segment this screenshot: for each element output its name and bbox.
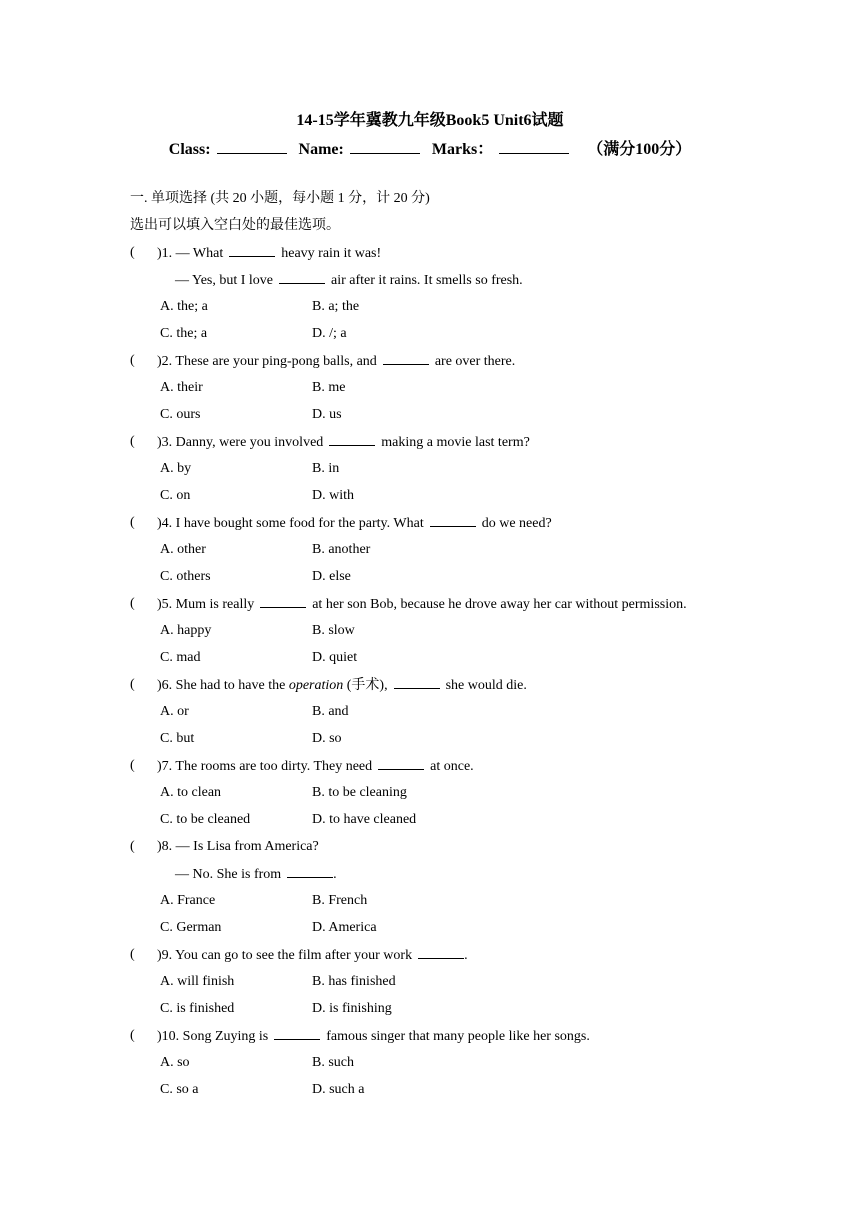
continuation-start: — No. She is from [175, 867, 282, 882]
blank-line [229, 244, 275, 257]
option-a: A. will finish [160, 974, 235, 989]
continuation-end: . [333, 867, 337, 882]
option-b: B. such [312, 1055, 354, 1070]
option-b: B. me [312, 380, 346, 395]
question-stem: You can go to see the film after your work [175, 948, 413, 963]
continuation-end: air after it rains. It smells so fresh. [331, 273, 523, 288]
option-c: C. mad [160, 650, 201, 665]
question-text [157, 514, 552, 533]
blank-line [279, 271, 325, 284]
question-stem-end: at once. [430, 759, 474, 774]
question-stem-end: . [464, 948, 468, 963]
question-stem-end: are over there. [434, 354, 516, 369]
question-stem-end: do we need? [481, 516, 552, 531]
question-number: )8. [157, 839, 173, 854]
question-stem: Danny, were you involved [175, 435, 324, 450]
student-info-line [0, 136, 860, 159]
blank-line [378, 757, 424, 770]
question-stem: Mum is really [175, 597, 255, 612]
question-stem-end: making a movie last term? [381, 435, 530, 450]
question-text [157, 676, 527, 695]
score-note: （满分100分） [587, 141, 692, 158]
blank-line [274, 1027, 320, 1040]
option-a: A. the; a [160, 299, 208, 314]
italic-term: operation [288, 678, 344, 693]
question-stem-end: famous singer that many people like her songs. [326, 1029, 590, 1044]
option-a: A. to clean [160, 785, 222, 800]
option-a: A. so [160, 1055, 190, 1070]
option-a: A. happy [160, 623, 212, 638]
section-heading: 一. 单项选择 (共 20 小题，每小题 1 分，计 20 分) [130, 191, 430, 206]
answer-paren: ( [130, 1028, 135, 1043]
question-stem: — Is Lisa from America? [175, 839, 319, 854]
name-label: Name: [298, 141, 344, 158]
option-c: C. on [160, 488, 191, 503]
answer-paren: ( [130, 839, 135, 854]
option-d: D. such a [312, 1082, 365, 1097]
option-b: B. slow [312, 623, 355, 638]
continuation-start: — Yes, but I love [175, 273, 274, 288]
option-a: A. France [160, 893, 216, 908]
option-d: D. us [312, 407, 342, 422]
question-stem: — What [175, 246, 224, 261]
marks-label: Marks： [431, 141, 494, 158]
question-number: )2. [157, 354, 173, 369]
option-b: B. to be cleaning [312, 785, 407, 800]
option-c: C. others [160, 569, 211, 584]
option-c: C. the; a [160, 326, 208, 341]
option-b: B. another [312, 542, 371, 557]
option-c: C. is finished [160, 1001, 235, 1016]
class-blank [217, 139, 287, 154]
answer-paren: ( [130, 245, 135, 260]
blank-line [430, 514, 476, 527]
option-b: B. a; the [312, 299, 360, 314]
option-c: C. to be cleaned [160, 812, 251, 827]
option-b: B. and [312, 704, 349, 719]
answer-paren: ( [130, 677, 135, 692]
option-d: D. quiet [312, 650, 358, 665]
question-number: )9. [157, 948, 173, 963]
question-number: )3. [157, 435, 173, 450]
question-stem-end: she would die. [445, 678, 527, 693]
question-text [157, 838, 319, 856]
option-a: A. their [160, 380, 203, 395]
question-continuation [175, 865, 337, 884]
question-stem: She had to have the [175, 678, 286, 693]
option-b: B. in [312, 461, 340, 476]
option-a: A. other [160, 542, 206, 557]
question-text [157, 757, 474, 776]
blank-line [329, 433, 375, 446]
blank-line [287, 865, 333, 878]
option-c: C. so a [160, 1082, 199, 1097]
class-label: Class: [168, 141, 211, 158]
blank-line [383, 352, 429, 365]
section-instruction: 选出可以填入空白处的最佳选项。 [130, 218, 340, 233]
question-stem-end: at her son Bob, because he drove away her car without permission. [312, 597, 687, 612]
name-blank [350, 139, 420, 154]
question-continuation [175, 271, 523, 290]
question-number: )6. [157, 678, 173, 693]
blank-line [418, 946, 464, 959]
question-number: )4. [157, 516, 173, 531]
option-d: D. to have cleaned [312, 812, 417, 827]
question-stem: I have bought some food for the party. What [175, 516, 424, 531]
blank-line [394, 676, 440, 689]
question-text [157, 946, 468, 965]
question-text [157, 244, 381, 263]
question-stem: These are your ping-pong balls, and [175, 354, 377, 369]
option-d: D. is finishing [312, 1001, 392, 1016]
answer-paren: ( [130, 596, 135, 611]
option-a: A. by [160, 461, 192, 476]
answer-paren: ( [130, 434, 135, 449]
question-text [157, 595, 687, 614]
question-number: )7. [157, 759, 173, 774]
option-a: A. or [160, 704, 189, 719]
option-d: D. with [312, 488, 354, 503]
option-d: D. else [312, 569, 351, 584]
option-b: B. French [312, 893, 368, 908]
question-stem-end: heavy rain it was! [281, 246, 382, 261]
question-text [157, 352, 515, 371]
question-number: )1. [157, 246, 173, 261]
question-stem: Song Zuying is [182, 1029, 269, 1044]
term-gloss: (手术), [346, 678, 388, 693]
option-d: D. so [312, 731, 342, 746]
page-title: 14-15学年冀教九年级Book5 Unit6试题 [296, 112, 564, 129]
question-text [157, 433, 530, 452]
marks-blank [499, 139, 569, 154]
option-d: D. America [312, 920, 377, 935]
question-text [157, 1027, 590, 1046]
question-number: )10. [157, 1029, 180, 1044]
option-b: B. has finished [312, 974, 396, 989]
blank-line [260, 595, 306, 608]
option-d: D. /; a [312, 326, 347, 341]
answer-paren: ( [130, 758, 135, 773]
question-stem: The rooms are too dirty. They need [175, 759, 373, 774]
answer-paren: ( [130, 515, 135, 530]
answer-paren: ( [130, 353, 135, 368]
option-c: C. but [160, 731, 195, 746]
option-c: C. German [160, 920, 222, 935]
question-number: )5. [157, 597, 173, 612]
option-c: C. ours [160, 407, 201, 422]
answer-paren: ( [130, 947, 135, 962]
